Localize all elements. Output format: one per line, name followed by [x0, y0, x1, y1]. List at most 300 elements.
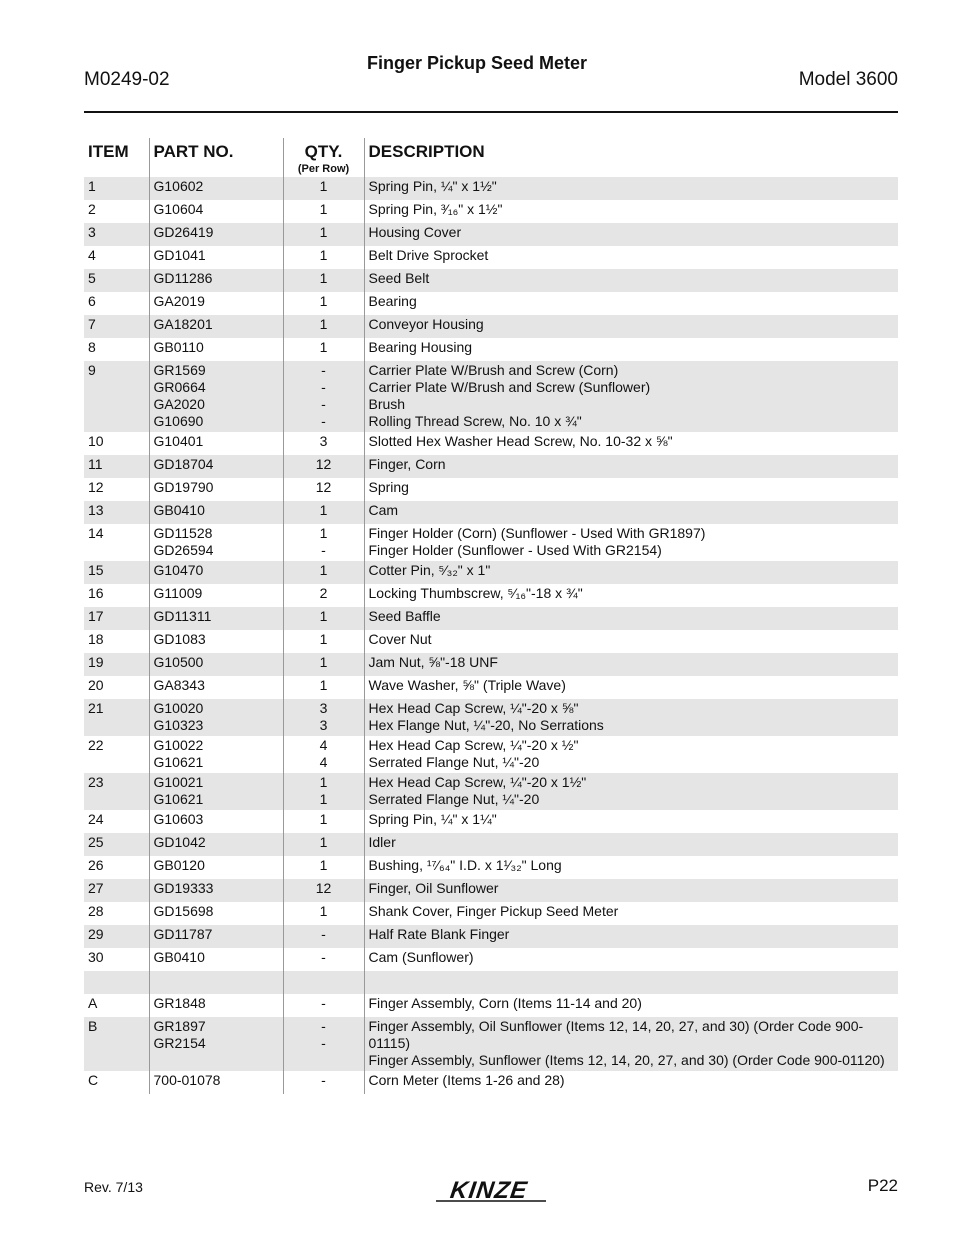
description: Rolling Thread Screw, No. 10 x ¾" [368, 413, 582, 429]
quantity-cell [283, 584, 364, 607]
model-label: Model 3600 [798, 69, 898, 90]
quantity: 1 [319, 293, 328, 309]
table-row [84, 455, 898, 478]
quantity: - [321, 995, 326, 1011]
description: Locking Thumbscrew, ⁵⁄₁₆"-18 x ¾" [368, 585, 583, 601]
part-number: G10621 [153, 791, 204, 807]
quantity-cell [283, 200, 364, 223]
description: Finger Holder (Corn) (Sunflower - Used With GR1897) [368, 525, 706, 541]
description: Shank Cover, Finger Pickup Seed Meter [368, 903, 619, 919]
part-number: GB0410 [153, 949, 205, 965]
description-cell [364, 971, 898, 994]
description-cell [364, 315, 898, 338]
item-cell: B [84, 1017, 149, 1071]
description-cell [364, 676, 898, 699]
part-number: GA2020 [153, 396, 205, 412]
page-title: Finger Pickup Seed Meter [366, 53, 588, 73]
part-number-cell [149, 925, 283, 948]
part-number-cell [149, 338, 283, 361]
part-number: G10500 [153, 654, 204, 670]
description-cell [364, 810, 898, 833]
table-row [84, 676, 898, 699]
description: Seed Baffle [368, 608, 441, 624]
description-cell [364, 699, 898, 736]
description: Serrated Flange Nut, ¼"-20 [368, 754, 540, 770]
table-row [84, 292, 898, 315]
part-number-cell [149, 833, 283, 856]
quantity: 1 [319, 562, 328, 578]
quantity-cell [283, 925, 364, 948]
quantity-cell [283, 833, 364, 856]
description: Finger Assembly, Corn (Items 11-14 and 20) [368, 995, 642, 1011]
table-row [84, 948, 898, 971]
part-number: GD1041 [153, 247, 206, 263]
part-number: GD26594 [153, 542, 214, 558]
item-cell: 22 [88, 737, 104, 753]
quantity: 1 [319, 811, 328, 827]
description-cell [364, 432, 898, 455]
quantity: - [321, 926, 326, 942]
table-row [84, 994, 898, 1017]
description-cell [364, 902, 898, 925]
item-cell: 3 [84, 223, 149, 246]
part-number-cell [149, 223, 283, 246]
description: Spring [368, 479, 409, 495]
quantity: 1 [319, 270, 328, 286]
description-cell [364, 833, 898, 856]
item-cell [84, 971, 149, 994]
part-number: GD1083 [153, 631, 206, 647]
part-number-cell [149, 1017, 283, 1071]
part-number: GB0120 [153, 857, 205, 873]
item-cell: 4 [88, 247, 96, 263]
part-number-cell [149, 524, 283, 561]
description-cell [364, 501, 898, 524]
item-cell: 19 [84, 653, 149, 676]
description-cell [364, 856, 898, 879]
table-row [84, 925, 898, 948]
part-number: GD19333 [153, 880, 214, 896]
description: Cotter Pin, ⁵⁄₃₂" x 1" [368, 562, 491, 578]
item-cell: 27 [84, 879, 149, 902]
table-row [84, 833, 898, 856]
quantity-cell [283, 177, 364, 200]
description: Slotted Hex Washer Head Screw, No. 10-32 x ⅝" [368, 433, 673, 449]
quantity-cell [283, 736, 364, 773]
description: Cam [368, 502, 399, 518]
description: Spring Pin, ¼" x 1¼" [368, 811, 497, 827]
part-number: GB0410 [153, 502, 205, 518]
part-number: G10323 [153, 717, 204, 733]
quantity: 1 [319, 774, 328, 790]
quantity: 2 [319, 585, 328, 601]
item-cell: 17 [84, 607, 149, 630]
quantity: 1 [319, 224, 328, 240]
part-number-cell [149, 736, 283, 773]
description: Finger Assembly, Oil Sunflower (Items 12, 14, 20, 27, and 30) (Order Code 900-01115) [368, 1018, 864, 1051]
part-number-cell [149, 856, 283, 879]
quantity: 1 [319, 857, 328, 873]
table-row [84, 773, 898, 810]
part-number: G10020 [153, 700, 204, 716]
part-number: G10602 [153, 178, 204, 194]
part-number-cell [149, 246, 283, 269]
part-number-cell [149, 994, 283, 1017]
quantity-cell [283, 315, 364, 338]
part-number: G10604 [153, 201, 204, 217]
item-cell: 28 [88, 903, 104, 919]
item-cell: 7 [84, 315, 149, 338]
quantity-cell [283, 630, 364, 653]
quantity-cell [283, 1071, 364, 1094]
part-number-cell [149, 315, 283, 338]
part-number: GD11787 [153, 926, 213, 942]
item-cell: 26 [88, 857, 104, 873]
description: Belt Drive Sprocket [368, 247, 489, 263]
table-row [84, 584, 898, 607]
item-cell: 24 [88, 811, 104, 827]
table-row [84, 361, 898, 432]
quantity: 12 [315, 456, 332, 472]
table-row [84, 338, 898, 361]
quantity: 1 [319, 654, 328, 670]
table-header-row [84, 138, 898, 177]
description: Finger Assembly, Sunflower (Items 12, 14, 20, 27, and 30) (Order Code 900-01120) [368, 1052, 885, 1068]
part-number: G10603 [153, 811, 204, 827]
description: Bearing [368, 293, 417, 309]
table-row [84, 736, 898, 773]
quantity: 1 [319, 791, 328, 807]
quantity: 1 [319, 339, 328, 355]
description: Cam (Sunflower) [368, 949, 474, 965]
description-cell [364, 524, 898, 561]
qty-sublabel: (Per Row) [297, 163, 350, 175]
description-cell [364, 773, 898, 810]
item-cell: 5 [84, 269, 149, 292]
description-cell [364, 223, 898, 246]
description: Hex Head Cap Screw, ¼"-20 x ⅝" [368, 700, 579, 716]
quantity: - [321, 396, 326, 412]
description: Cover Nut [368, 631, 432, 647]
item-cell: 9 [84, 361, 149, 432]
item-cell: C [88, 1072, 99, 1088]
quantity-cell [283, 948, 364, 971]
quantity: - [321, 362, 326, 378]
item-cell: 14 [88, 525, 104, 541]
quantity-cell [283, 879, 364, 902]
table-row [84, 246, 898, 269]
part-number-cell [149, 501, 283, 524]
column-header-description: DESCRIPTION [364, 138, 898, 177]
description: Seed Belt [368, 270, 430, 286]
item-cell: 20 [88, 677, 104, 693]
part-number-cell [149, 902, 283, 925]
table-row [84, 223, 898, 246]
description-cell [364, 948, 898, 971]
part-number-cell [149, 561, 283, 584]
quantity: 3 [319, 717, 328, 733]
quantity: 1 [319, 631, 328, 647]
part-number-cell [149, 773, 283, 810]
quantity: 1 [319, 903, 328, 919]
quantity-cell [283, 676, 364, 699]
part-number-cell [149, 699, 283, 736]
description-cell [364, 361, 898, 432]
part-number: GD15698 [153, 903, 214, 919]
quantity: - [321, 379, 326, 395]
quantity-cell [283, 561, 364, 584]
part-number: GD18704 [153, 456, 214, 472]
quantity-cell [283, 607, 364, 630]
parts-table [84, 138, 898, 1094]
part-number: GD11286 [153, 270, 213, 286]
part-number-cell [149, 478, 283, 501]
item-cell: 11 [84, 455, 149, 478]
table-row [84, 856, 898, 879]
quantity-cell [283, 455, 364, 478]
parts-table-body [84, 177, 898, 1094]
description: Carrier Plate W/Brush and Screw (Sunflower) [368, 379, 651, 395]
table-row [84, 432, 898, 455]
quantity: - [321, 413, 326, 429]
part-number-cell [149, 292, 283, 315]
quantity: - [321, 949, 326, 965]
qty-label: QTY. [304, 142, 343, 161]
description: Hex Head Cap Screw, ¼"-20 x ½" [368, 737, 579, 753]
description: Finger Holder (Sunflower - Used With GR2154) [368, 542, 662, 558]
table-row [84, 607, 898, 630]
part-number: GR1848 [153, 995, 206, 1011]
description: Carrier Plate W/Brush and Screw (Corn) [368, 362, 619, 378]
description-cell [364, 246, 898, 269]
quantity: 3 [319, 433, 328, 449]
table-row [84, 879, 898, 902]
description: Half Rate Blank Finger [368, 926, 510, 942]
part-number: GB0110 [153, 339, 204, 355]
table-row [84, 177, 898, 200]
description: Idler [368, 834, 396, 850]
part-number: GR1569 [153, 362, 206, 378]
part-number: G11009 [153, 585, 203, 601]
quantity: 12 [315, 880, 332, 896]
item-cell: 16 [88, 585, 104, 601]
column-header-item: ITEM [88, 142, 129, 161]
table-row [84, 561, 898, 584]
description: Finger, Oil Sunflower [368, 880, 499, 896]
quantity: - [321, 1035, 326, 1051]
header-divider [84, 111, 898, 113]
part-number: G10401 [153, 433, 204, 449]
item-cell: 13 [84, 501, 149, 524]
description-cell [364, 561, 898, 584]
part-number: G10690 [153, 413, 204, 429]
table-row [84, 902, 898, 925]
table-row [84, 630, 898, 653]
part-number: GR1897 [153, 1018, 206, 1034]
part-number: G10621 [153, 754, 204, 770]
description: Serrated Flange Nut, ¼"-20 [368, 791, 540, 807]
description-cell [364, 292, 898, 315]
part-number-cell [149, 676, 283, 699]
part-number-cell [149, 455, 283, 478]
part-number-cell [149, 879, 283, 902]
part-number-cell [149, 200, 283, 223]
part-number-cell [149, 432, 283, 455]
quantity-cell [283, 810, 364, 833]
part-number-cell [149, 630, 283, 653]
part-number-cell [149, 810, 283, 833]
description: Spring Pin, ¼" x 1½" [368, 178, 497, 194]
quantity: 3 [319, 700, 328, 716]
part-number-cell [149, 1071, 283, 1094]
table-row [84, 524, 898, 561]
description-cell [364, 879, 898, 902]
table-row [84, 653, 898, 676]
quantity-cell [283, 338, 364, 361]
quantity-cell [283, 971, 364, 994]
description: Finger, Corn [368, 456, 446, 472]
description: Wave Washer, ⅝" (Triple Wave) [368, 677, 566, 693]
part-number-cell [149, 269, 283, 292]
table-row [84, 810, 898, 833]
page-number: P22 [867, 1176, 898, 1195]
quantity: - [321, 542, 326, 558]
description-cell [364, 630, 898, 653]
part-number-cell [149, 177, 283, 200]
description-cell [364, 200, 898, 223]
quantity-cell [283, 246, 364, 269]
part-number: GD11311 [153, 608, 212, 624]
svg-text:KINZE: KINZE [448, 1177, 530, 1204]
description-cell [364, 584, 898, 607]
description-cell [364, 994, 898, 1017]
item-cell: A [88, 995, 98, 1011]
quantity: 1 [319, 201, 328, 217]
description-cell [364, 177, 898, 200]
quantity-cell [283, 501, 364, 524]
table-row [84, 501, 898, 524]
column-header-part-no: PART NO. [149, 138, 283, 177]
item-cell: 30 [88, 949, 104, 965]
quantity: 1 [319, 316, 328, 332]
item-cell: 8 [88, 339, 96, 355]
description: Brush [368, 396, 406, 412]
description-cell [364, 269, 898, 292]
table-row [84, 200, 898, 223]
description: Housing Cover [368, 224, 462, 240]
description-cell [364, 736, 898, 773]
description: Bushing, ¹⁷⁄₆₄" I.D. x 1¹⁄₃₂" Long [368, 857, 562, 873]
part-number: G10470 [153, 562, 204, 578]
item-cell: 21 [84, 699, 149, 736]
quantity-cell [283, 902, 364, 925]
description: Jam Nut, ⅝"-18 UNF [368, 654, 498, 670]
table-row [84, 971, 898, 994]
part-number: GR0664 [153, 379, 206, 395]
item-cell: 12 [88, 479, 104, 495]
part-number: GD1042 [153, 834, 206, 850]
column-header-qty [283, 138, 364, 177]
part-number: 700-01078 [153, 1072, 221, 1088]
description: Conveyor Housing [368, 316, 484, 332]
item-cell: 18 [88, 631, 104, 647]
description-cell [364, 478, 898, 501]
part-number-cell [149, 653, 283, 676]
quantity-cell [283, 223, 364, 246]
quantity-cell [283, 994, 364, 1017]
item-cell: 23 [84, 773, 149, 810]
item-cell: 2 [88, 201, 96, 217]
description-cell [364, 1017, 898, 1071]
quantity: 12 [315, 479, 332, 495]
part-number-cell [149, 948, 283, 971]
quantity-cell [283, 361, 364, 432]
kinze-logo [432, 1176, 550, 1204]
quantity-cell [283, 1017, 364, 1071]
quantity-cell [283, 653, 364, 676]
item-cell: 29 [84, 925, 149, 948]
description: Hex Head Cap Screw, ¼"-20 x 1½" [368, 774, 587, 790]
part-number: GD19790 [153, 479, 214, 495]
quantity-cell [283, 292, 364, 315]
part-number-cell [149, 584, 283, 607]
table-row [84, 1071, 898, 1094]
part-number: GA8343 [153, 677, 205, 693]
description-cell [364, 1071, 898, 1094]
document-number: M0249-02 [84, 69, 170, 90]
quantity: 4 [319, 754, 328, 770]
description-cell [364, 653, 898, 676]
description-cell [364, 455, 898, 478]
part-number: G10021 [153, 774, 204, 790]
quantity: 1 [319, 247, 328, 263]
description: Corn Meter (Items 1-26 and 28) [368, 1072, 565, 1088]
quantity-cell [283, 478, 364, 501]
quantity-cell [283, 432, 364, 455]
quantity: - [321, 1072, 326, 1088]
quantity-cell [283, 269, 364, 292]
quantity: 1 [319, 178, 328, 194]
description-cell [364, 338, 898, 361]
quantity: 1 [319, 502, 328, 518]
part-number: GD11528 [153, 525, 213, 541]
quantity: 1 [319, 525, 328, 541]
part-number: GD26419 [153, 224, 214, 240]
quantity-cell [283, 773, 364, 810]
quantity-cell [283, 524, 364, 561]
quantity-cell [283, 699, 364, 736]
part-number-cell [149, 607, 283, 630]
description: Spring Pin, ³⁄₁₆" x 1½" [368, 201, 503, 217]
item-cell: 1 [84, 177, 149, 200]
quantity-cell [283, 856, 364, 879]
revision-label: Rev. 7/13 [84, 1179, 143, 1195]
quantity: 1 [319, 834, 328, 850]
table-row [84, 269, 898, 292]
part-number-cell [149, 971, 283, 994]
table-row [84, 699, 898, 736]
table-row [84, 478, 898, 501]
quantity: 1 [319, 608, 328, 624]
part-number: GR2154 [153, 1035, 206, 1051]
description-cell [364, 607, 898, 630]
item-cell: 10 [88, 433, 104, 449]
description-cell [364, 925, 898, 948]
item-cell: 6 [88, 293, 96, 309]
part-number: GA18201 [153, 316, 213, 332]
quantity: 4 [319, 737, 328, 753]
part-number-cell [149, 361, 283, 432]
